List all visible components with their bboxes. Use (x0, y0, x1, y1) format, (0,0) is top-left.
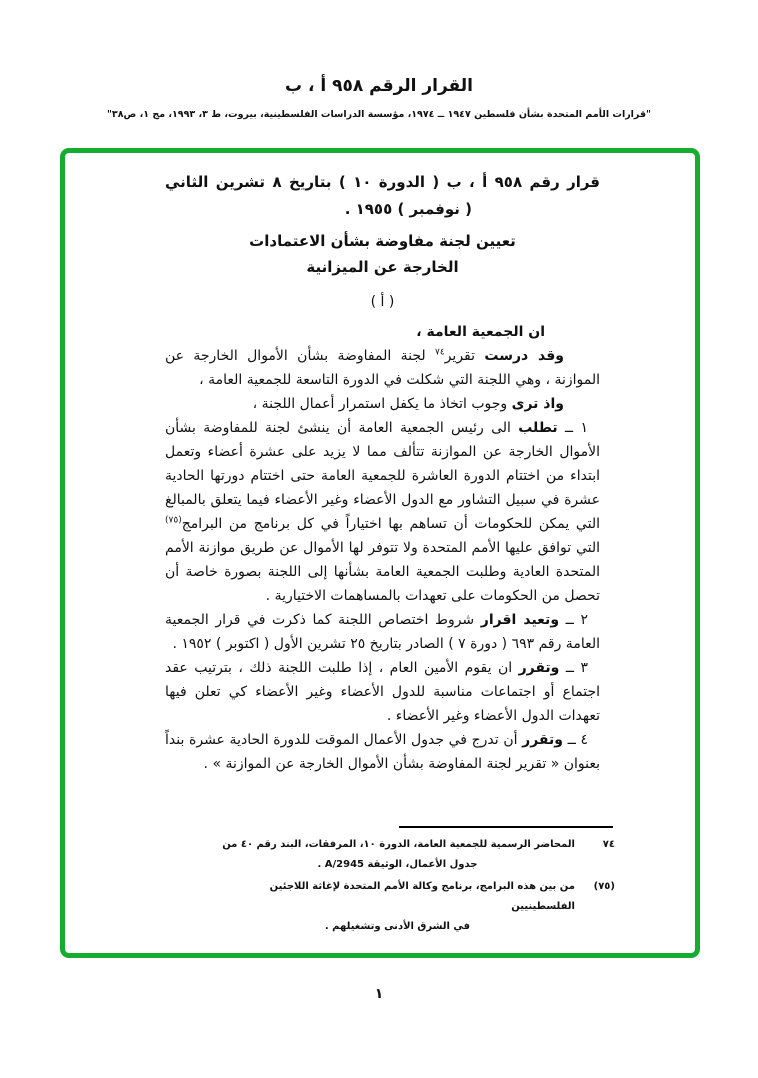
resolution-body (65, 153, 695, 776)
resolution-subject (165, 228, 600, 280)
resolution-heading-line2: ( نوفمبر ) ١٩٥٥ . (344, 200, 472, 218)
preamble-1-lead: وقد درست (484, 348, 564, 364)
operative-2-number: ٢ ــ (565, 612, 589, 628)
footnote-74-marker: ٧٤ (602, 839, 615, 850)
resolution-heading-line1: قرار رقم ٩٥٨ أ ، ب ( الدورة ١٠ ) بتاريخ ٨ تشرين الثاني (165, 173, 601, 191)
operative-1-text-a: الى رئيس الجمعية العامة أن ينشئ لجنة للمفاوضة بشأن الأموال الخارجة عن الموازنة تتألف مما لا يزيد على عشرة أعضاء وتعمل ابتداء من اختتام الدورة العاشرة للجمعية العامة حتى اختتام دورتها الحادية عشرة في سبيل التشاور مع الدول الأعضاء وغير الأعضاء فيما يتعلق بالمبالغ التي يمكن للحكومات أن تساهم بها اختياراً في كل برنامج من البرامج (165, 420, 600, 532)
preamble-paragraph-1 (165, 344, 600, 392)
preamble-1-text-b: لجنة المفاوضة بشأن الأموال الخارجة عن الموازنة ، وهي اللجنة التي شكلت في الدورة التاسعة للجمعية العامة ، (165, 348, 600, 388)
footnote-75-line2: في الشرق الأدنى وتشغيلهم . (324, 921, 471, 932)
operative-3-lead: وتقرر (518, 660, 560, 676)
preamble-paragraph-2 (165, 392, 600, 416)
operative-3-text: ان يقوم الأمين العام ، إذا طلبت اللجنة ذلك ، بترتيب عقد اجتماع أو اجتماعات مناسبة للدول الأعضاء وغير الأعضاء كي تعلن فيها تعهدات الدول الأعضاء وغير الأعضاء . (165, 660, 600, 724)
page-title: القرار الرقم ٩٥٨ أ ، ب (285, 76, 473, 96)
footnote-75-line1: من بين هذه البرامج، برنامج وكالة الأمم المتحدة لإغاثة اللاجئين الفلسطينيين (269, 881, 575, 912)
resolution-heading (165, 169, 600, 223)
preamble-opening: ان الجمعية العامة ، (416, 324, 545, 340)
operative-4-lead: وتقرر (522, 732, 563, 748)
operative-4-number: ٤ ــ (567, 732, 589, 748)
footnote-75-text (220, 877, 575, 937)
operative-4-text: أن تدرج في جدول الأعمال الموقت للدورة الحادية عشرة بنداً بعنوان « تقرير لجنة المفاوضة بشأن الأموال الخارجة عن الموازنة » . (165, 732, 600, 772)
footnote-75 (220, 877, 615, 937)
footnote-divider (399, 826, 613, 828)
preamble-2-text: وجوب اتخاذ ما يكفل استمرار أعمال اللجنة ، (252, 396, 512, 412)
preamble-2-lead: واذ ترى (511, 396, 564, 412)
preamble-1-text-a: تقرير (444, 348, 485, 364)
operative-1-text-b: التي توافق عليها الأمم المتحدة ولا تتوفر لها الأموال عن طريق موازنة الأمم المتحدة العادية وطلبت الجمعية العامة بشأنها إلى اللجنة بصورة خاصة أن تحصل من الحكومات على تعهدات بالمساهمات الاختيارية . (165, 540, 600, 604)
resolution-subject-line2: الخارجة عن الميزانية (306, 258, 459, 276)
footnote-ref-75: (٧٥) (165, 515, 182, 526)
footnotes-section (220, 826, 615, 939)
operative-paragraph-2 (165, 608, 600, 656)
page-number: ١ (374, 986, 384, 1002)
operative-3-number: ٣ ــ (565, 660, 589, 676)
source-citation: "قرارات الأمم المتحدة بشأن فلسطين ١٩٤٧ ــ ١٩٧٤، مؤسسة الدراسات الفلسطينية، بيروت، ط ٣، ١٩٩٣، مج ١، ص٣٨" (106, 109, 652, 120)
resolution-frame (60, 148, 700, 958)
operative-paragraph-3 (165, 656, 600, 728)
resolution-subject-line1: تعيين لجنة مفاوضة بشأن الاعتمادات (249, 232, 516, 250)
operative-paragraph-4 (165, 728, 600, 776)
footnote-74 (220, 835, 615, 875)
footnote-74-text (220, 835, 575, 875)
footnote-ref-74: ٧٤ (435, 347, 445, 358)
footnote-74-line2: جدول الأعمال، الوثيقة A/2945 . (317, 859, 478, 870)
operative-paragraph-1 (165, 416, 600, 608)
operative-1-number: ١ ــ (564, 420, 588, 436)
operative-1-lead: تطلب (518, 420, 558, 436)
operative-2-text: شروط اختصاص اللجنة كما ذكرت في قرار الجمعية العامة رقم ٦٩٣ ( دورة ٧ ) الصادر بتاريخ ٢٥ تشرين الأول ( اكتوبر ) ١٩٥٢ . (165, 612, 600, 652)
operative-2-lead: وتعيد اقرار (480, 612, 560, 628)
section-mark: ( أ ) (370, 294, 395, 310)
footnote-75-marker: (٧٥) (593, 881, 615, 892)
footnote-74-line1: المحاضر الرسمية للجمعية العامة، الدورة ١٠، المرفقات، البند رقم ٤٠ من (222, 839, 575, 850)
